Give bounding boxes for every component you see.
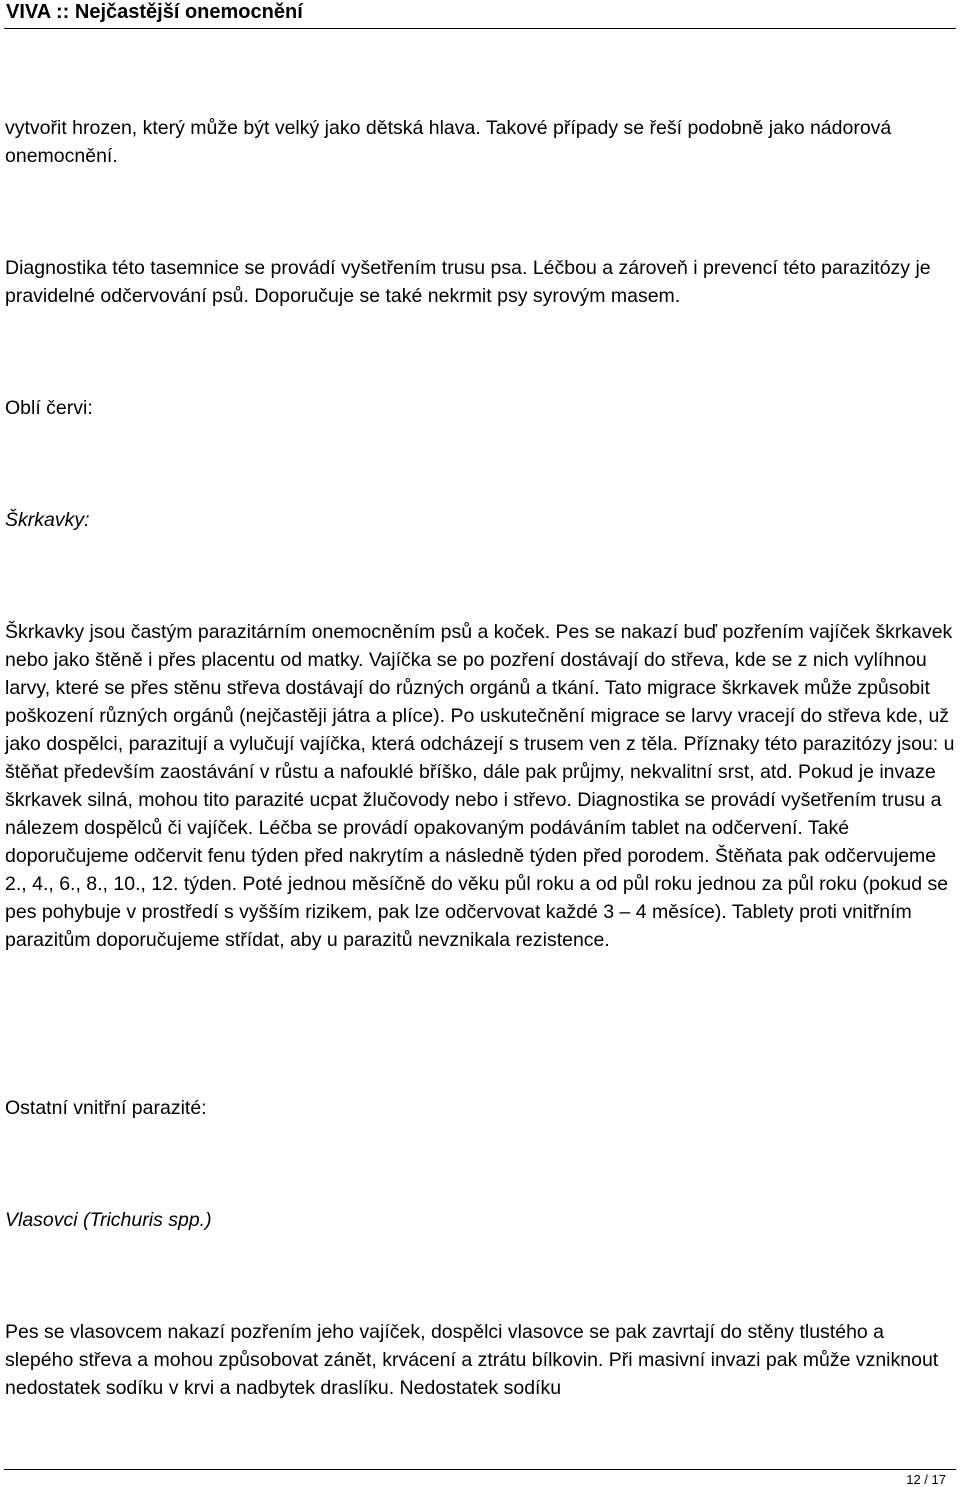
footer-divider xyxy=(4,1469,956,1470)
paragraph-intro: vytvořit hrozen, který může být velký jako dětská hlava. Takové případy se řeší podobně jako nádorová onemocnění. xyxy=(5,117,892,167)
header-divider xyxy=(4,28,956,29)
paragraph-ascarids: Škrkavky jsou častým parazitárním onemocněním psů a koček. Pes se nakazí buď pozřením vajíček škrkavek nebo jako štěně i přes placentu od matky. Vajíčka se po pozření dostávají do střeva, kde se z nich vylíhnou larvy, které se přes stěnu střeva dostávají do různých orgánů a tkání. Tato migrace škrkavek může způsobit poškození různých orgánů (nejčastěji játra a plíce). Po uskutečnění migrace se larvy vracejí do střeva kde, už jako dospělci, parazitují a vylučují vajíčka, která odcházejí s trusem ven z těla. Příznaky této parazitózy jsou: u štěňat především zaostávání v růstu a nafouklé bříško, dále pak průjmy, nekvalitní srst, atd. Pokud je invaze škrkavek silná, mohou tito parazité ucpat žlučovody nebo i střevo. Diagnostika se provádí vyšetřením trusu a nálezem dospělců či vajíček. Léčba se provádí opakovaným podáváním tablet na odčervení. Také doporučujeme odčervit fenu týden před nakrytím a následně týden před porodem. Štěňata pak odčervujeme 2., 4., 6., 8., 10., 12. týden. Poté jednou měsíčně do věku půl roku a od půl roku jednou za půl roku (pokud se pes pohybuje v prostředí s vyšším rizikem, pak lze odčervovat každé 3 – 4 měsíce). Tablety proti vnitřním parazitům doporučujeme střídat, aby u parazitů nevznikala rezistence. xyxy=(5,621,955,951)
heading-whipworms: Vlasovci (Trichuris spp.) xyxy=(5,1209,212,1231)
paragraph-diagnostics: Diagnostika této tasemnice se provádí vyšetřením trusu psa. Léčbou a zároveň i prevencí této parazitózy je pravidelné odčervování psů. Doporučuje se také nekrmit psy syrovým masem. xyxy=(5,257,931,307)
heading-roundworms: Oblí červi: xyxy=(5,397,93,419)
heading-ascarids: Škrkavky: xyxy=(5,509,90,531)
document-title: VIVA :: Nejčastější onemocnění xyxy=(6,1,303,23)
paragraph-whipworms: Pes se vlasovcem nakazí pozřením jeho vajíček, dospělci vlasovce se pak zavrtají do stěny tlustého a slepého střeva a mohou způsobovat zánět, krvácení a ztrátu bílkovin. Při masivní invazi pak může vzniknout nedostatek sodíku v krvi a nadbytek draslíku. Nedostatek sodíku xyxy=(5,1321,939,1399)
page-number: 12 / 17 xyxy=(906,1472,946,1487)
heading-other-parasites: Ostatní vnitřní parazité: xyxy=(5,1097,207,1119)
